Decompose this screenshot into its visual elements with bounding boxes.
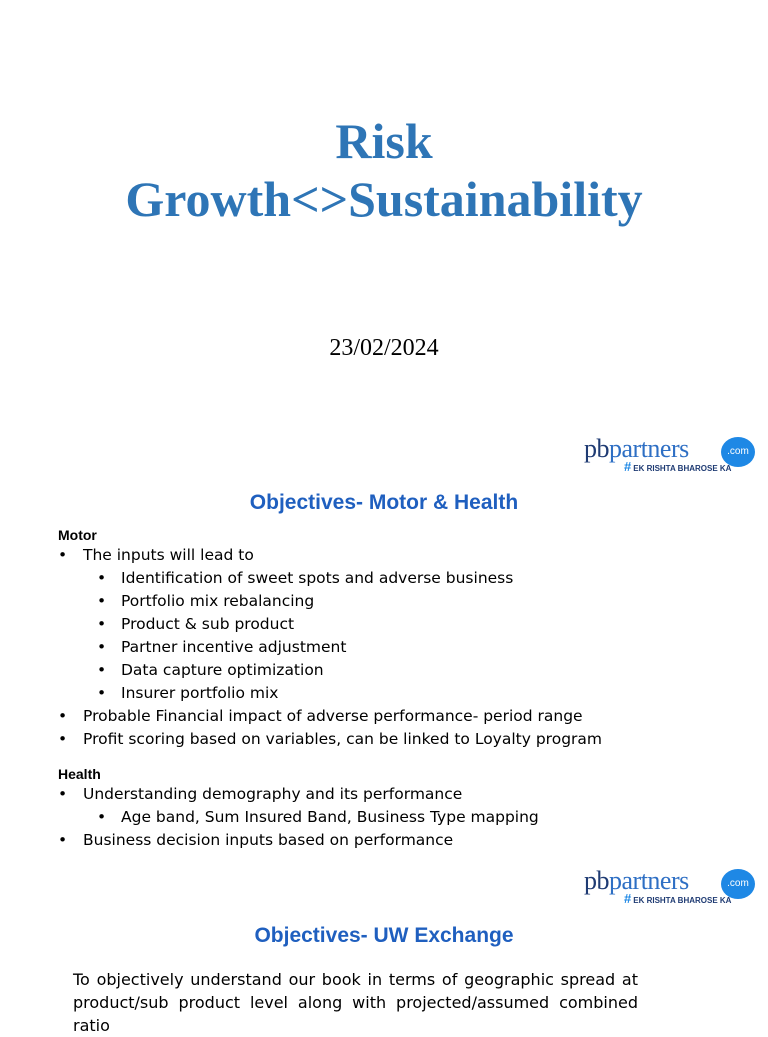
uw-exchange-bullet-item: To objectively understand our book in terms of geographic spread at product/sub product level along with projected/assumed combined ratio bbox=[73, 970, 638, 1035]
logo-tagline bbox=[624, 459, 732, 474]
hashtag-icon: # bbox=[624, 891, 632, 906]
title-line-2: Growth<>Sustainability bbox=[125, 171, 643, 227]
health-section-label: Health bbox=[58, 766, 101, 782]
logo-wordmark bbox=[584, 435, 689, 463]
logo-tagline-text: EK RISHTA BHAROSE KA bbox=[633, 896, 732, 905]
hashtag-icon: # bbox=[624, 459, 632, 474]
uw-exchange-bullet-list bbox=[42, 968, 638, 1037]
motor-bullet-item: • Insurer portfolio mix bbox=[58, 682, 738, 705]
objectives-motor-health-body bbox=[58, 526, 738, 852]
logo-partners: partners bbox=[609, 434, 689, 463]
logo-tagline-text: EK RISHTA BHAROSE KA bbox=[633, 464, 732, 473]
motor-bullet-list bbox=[58, 544, 738, 751]
logo-com-badge: .com bbox=[721, 869, 755, 899]
pbpartners-logo bbox=[584, 867, 758, 911]
motor-section-label: Motor bbox=[58, 527, 97, 543]
logo-pb: pb bbox=[584, 866, 609, 895]
title-line-1: Risk bbox=[335, 113, 433, 169]
motor-bullet-item: • The inputs will lead to bbox=[58, 544, 738, 567]
logo-wordmark bbox=[584, 867, 689, 895]
motor-bullet-item: • Profit scoring based on variables, can be linked to Loyalty program bbox=[58, 728, 738, 751]
motor-bullet-item: • Portfolio mix rebalancing bbox=[58, 590, 738, 613]
health-bullet-list bbox=[58, 783, 738, 852]
motor-bullet-item: • Identification of sweet spots and adverse business bbox=[58, 567, 738, 590]
health-bullet-item: • Age band, Sum Insured Band, Business Type mapping bbox=[58, 806, 738, 829]
presentation-date: 23/02/2024 bbox=[329, 335, 439, 361]
health-bullet-item: • Understanding demography and its performance bbox=[58, 783, 738, 806]
logo-com-badge: .com bbox=[721, 437, 755, 467]
slide-title bbox=[0, 112, 768, 228]
pbpartners-logo bbox=[584, 435, 758, 479]
title-slide bbox=[0, 0, 768, 480]
logo-tagline bbox=[624, 891, 732, 906]
health-bullet-item: • Business decision inputs based on performance bbox=[58, 829, 738, 852]
objectives-motor-health-heading: Objectives- Motor & Health bbox=[249, 491, 519, 514]
objectives-uw-exchange-heading: Objectives- UW Exchange bbox=[254, 924, 514, 947]
motor-bullet-item: • Product & sub product bbox=[58, 613, 738, 636]
logo-pb: pb bbox=[584, 434, 609, 463]
logo-partners: partners bbox=[609, 866, 689, 895]
motor-bullet-item: • Partner incentive adjustment bbox=[58, 636, 738, 659]
motor-bullet-item: • Data capture optimization bbox=[58, 659, 738, 682]
motor-bullet-item: • Probable Financial impact of adverse performance- period range bbox=[58, 705, 738, 728]
